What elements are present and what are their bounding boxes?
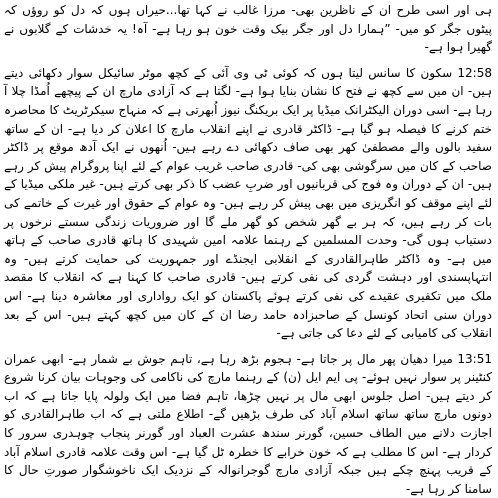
paragraph-text: میرا دھیان پھر مال پر جاتا ہے- ہجوم بڑھ رہا ہے، تاہم جوش بے شمار ہے- ابھی عمران کنٹینر پر سوار نہیں ہوئے- پی ایم ایل (ن) کے رہنما مارچ کی ناکامی کی وجوہات بیان کرنا شروع کر دیتے ہیں- اصل جلوس ابھی مال پر نہیں چڑھا، تاہم فضا میں ایک ولولہ پایا جاتا ہے کہ اب دونوں مارچ ساتھ ساتھ اسلام آباد کی طرف بڑھیں گے- اطلاع ملتی ہے کہ اب طاہرالقادری کو اجازت دلانے میں الطاف حسین، گورنر سندھ عشرت العباد اور گورنر پنجاب چوہدری سرور کا کردار ہے- اس کا مطلب ہے کہ خون خرابے کا خطرہ ٹل گیا ہے- اس وقت علامہ قادری اسلام آباد کے قریب پہنچ چکے ہیں جبکہ آزادی مارچ گوجرانوالہ کے نزدیک ایک ناخوشگوار صورتِ حال کا سامنا کر رہا ہے- — [4, 351, 492, 496]
article-paragraph-1 — [4, 1, 492, 57]
paragraph-text: ہی اور اسی طرح ان کے ناظرین بھی- مرزا غالب نے کہا تھا...حیراں ہوں کہ دل کو روؤں کہ پیٹوں جگر کو میں- ”ہمارا دل اور جگر بیک وقت خون ہو رہا ہے- آہ! یہ خدشات کے گلابوں نے گھیرا ہوا ہے- — [4, 3, 492, 55]
paragraph-text: سکون کا سانس لیتا ہوں کہ کوئی ٹی وی آئی کے کچھ موٹر سائیکل سوار دکھائی دیتے ہیں- ان میں سے کچھ نے فتح کا نشان بنایا ہوا ہے- لگتا ہے کہ آزادی مارچ ان کے پیچھے اُمڈا چلا آ رہا ہے- اسی دوران الیکٹرانک میڈیا پر ایک بریکنگ نیوز اُبھرتی ہے کہ منہاج سیکرٹریٹ کا محاصرہ ختم کرنے کا فیصلہ ہو گیا ہے- ڈاکٹر قادری نے اپنے انقلاب مارچ کا اعلان کر دیا ہے- ان کے ساتھ سفید بالوں والے مصطفیٰ کھر بھی صاف دکھائی دے رہے ہیں- اُنھوں نے ایک آدھ موقع پر ڈاکٹر صاحب کے کان میں سرگوشی بھی کی- قادری صاحب غریب عوام کے لئے اپنا پروگرام پیش کر رہے ہیں- ان کے دوران وہ فوج کی قربانیوں اور ضربِ عضب کا ذکر بھی کرتے ہیں- غیر ملکی میڈیا کے لئے اپنے موقف کو انگریزی میں بھی پیش کر رہے ہیں- وہ عوام کے حقوق اور غیرت کے خاتمے کی بات کر رہے ہیں، کہ ہر بے گھر شخص کو گھر ملے گا اور ضروریات زندگی سستے نرخوں پر دستیاب ہوں گی- وحدت المسلمین کے رہنما علامہ امین شہیدی کا ہاتھ قادری صاحب کے ہاتھ میں ہے- وہ ڈاکٹر طاہرالقادری کے انقلابی ایجنڈے اور جمہوریت کی حمایت کرتے ہیں- وہ انتہاپسندی اور دہشت گردی کی نفی کرتے ہیں- قادری صاحب کا کہنا ہے کہ انقلاب کا مقصد ملک میں تکفیری عقیدے کی نفی کرتے ہوئے پاکستان کو ایک رواداری اور معاشرہ دینا ہے- اس دوران سنی اتحاد کونسل کے صاحبزادہ حامد رضا ان کے کان میں کچھ کہتے ہیں- اس کے بعد انقلاب کی کامیابی کے لئے دعا کی جاتی ہے- — [4, 65, 492, 341]
timestamp: 13:51 — [457, 351, 492, 366]
article-paragraph-2 — [4, 64, 492, 343]
article-body — [4, 1, 492, 498]
article-paragraph-3 — [4, 350, 492, 498]
timestamp: 12:58 — [457, 65, 492, 80]
